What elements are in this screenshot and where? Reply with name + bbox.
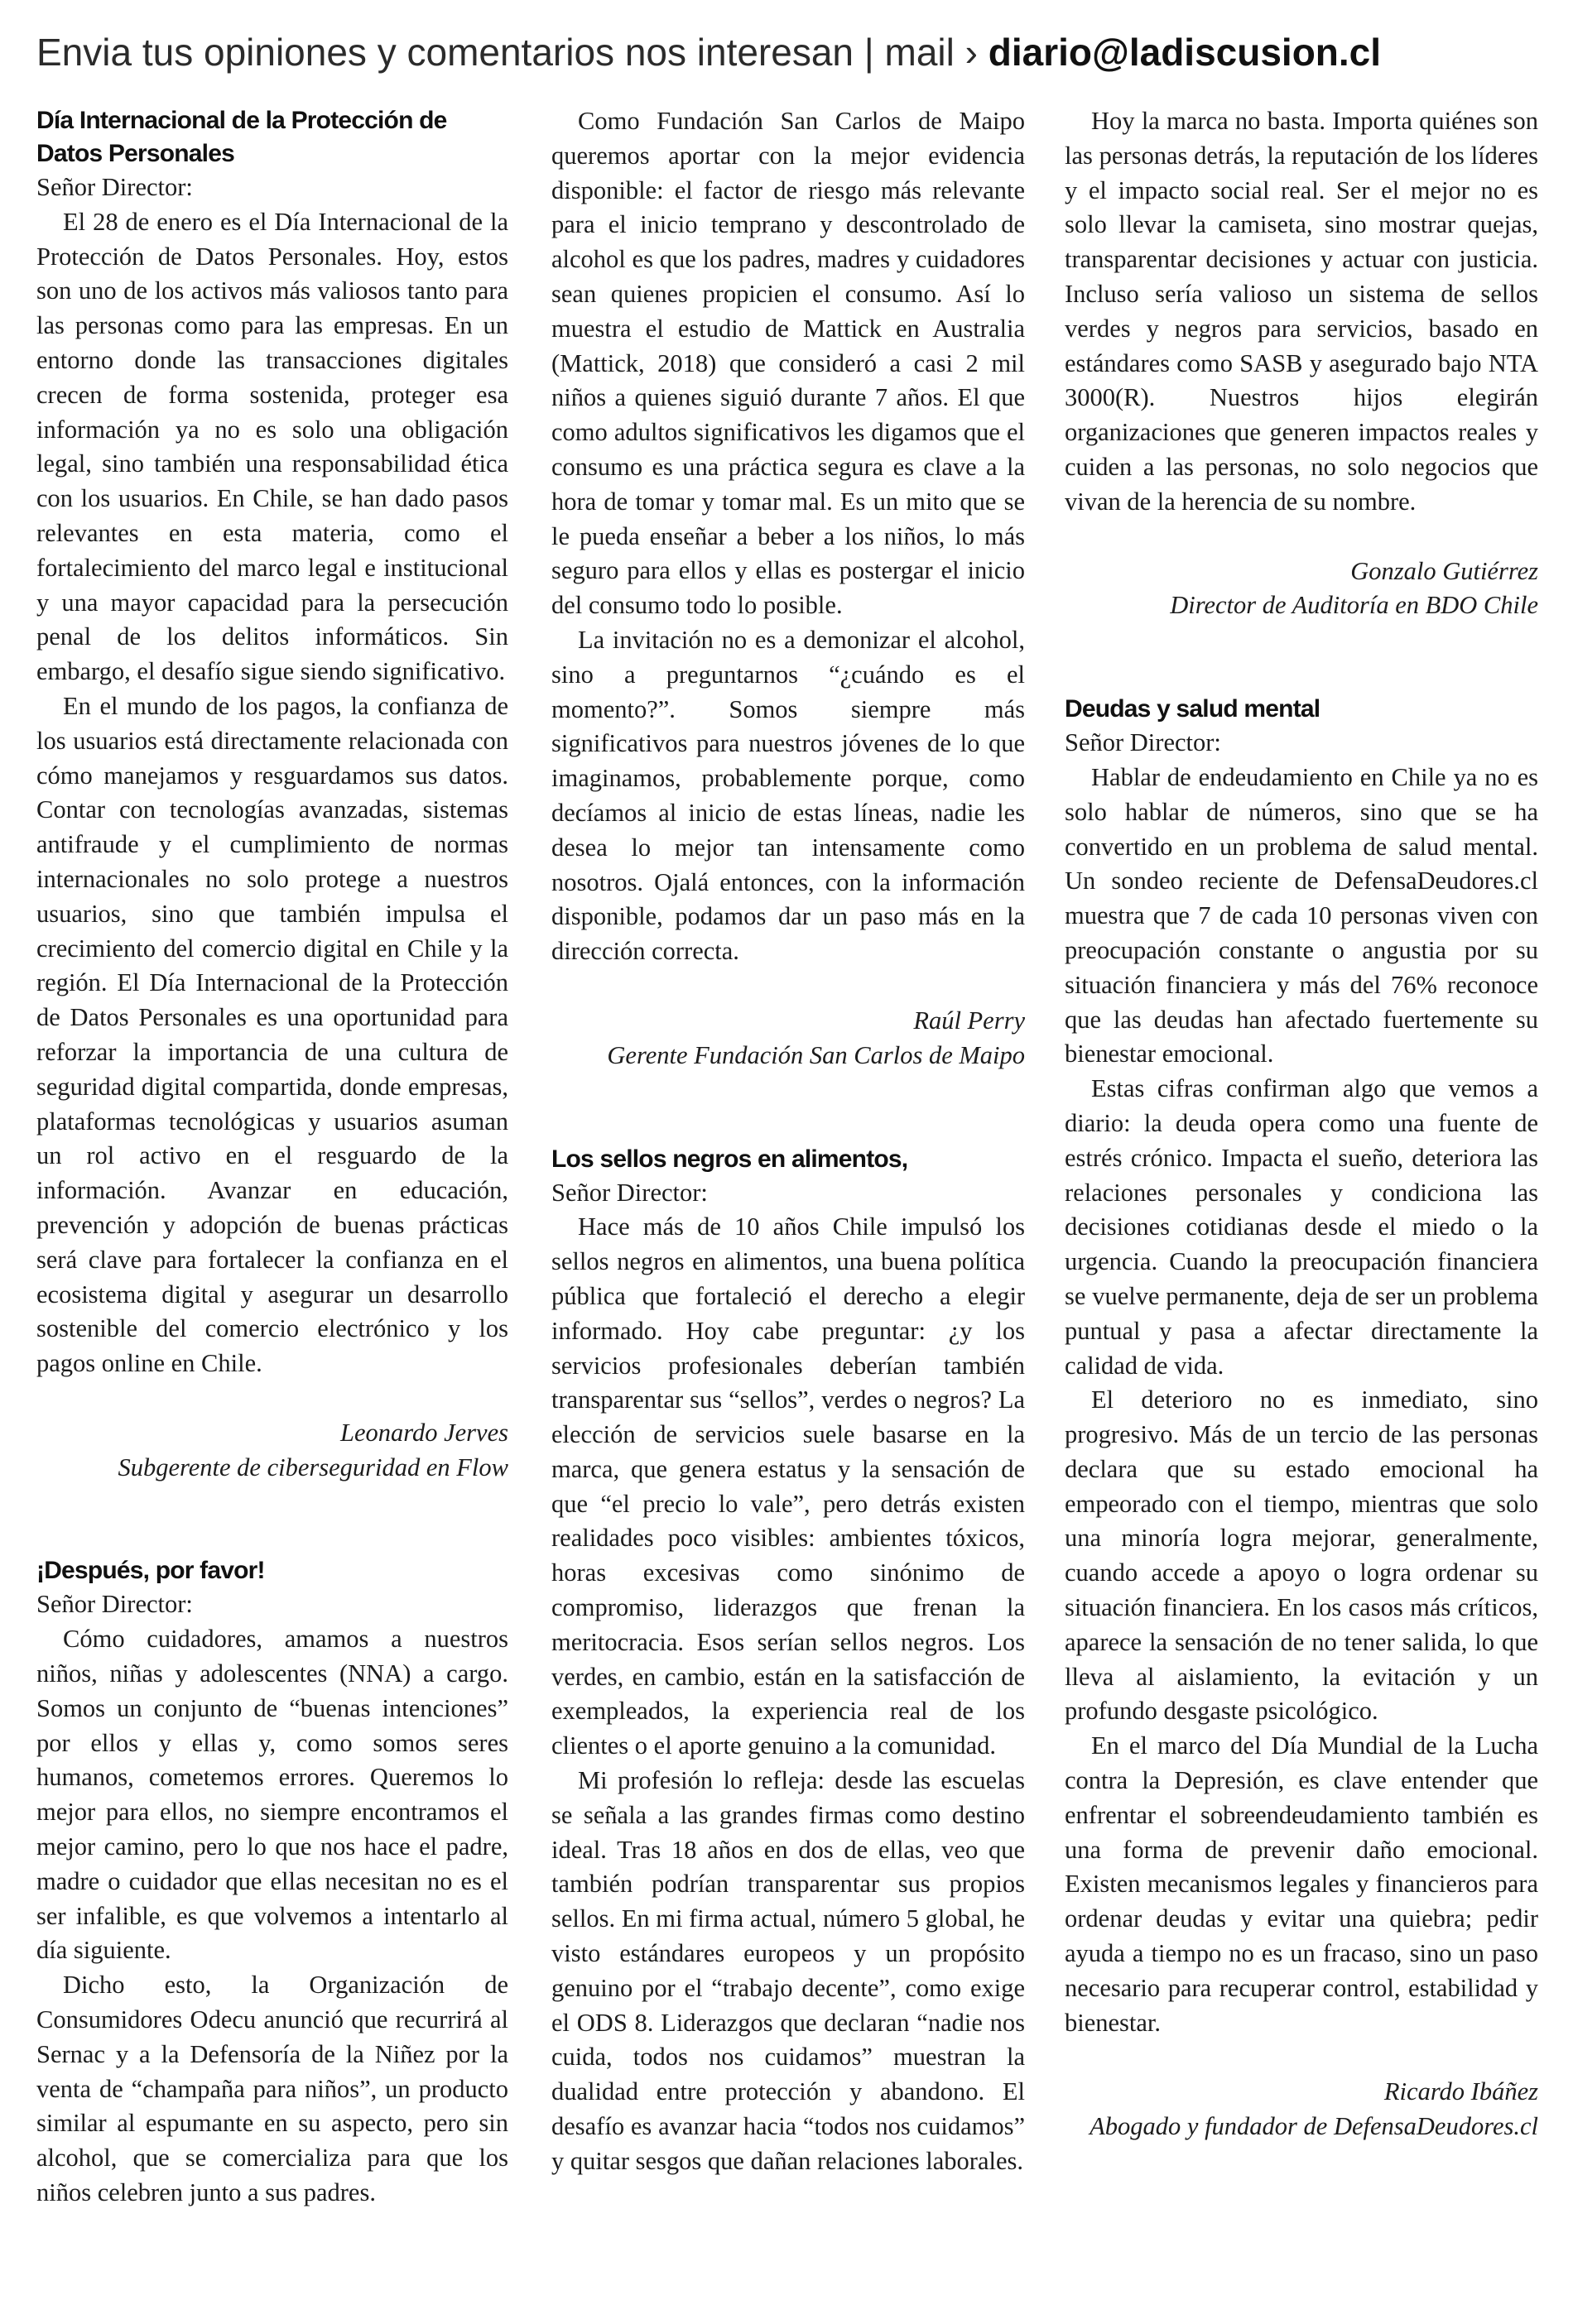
letter-title: Día Internacional de la Protección de Datos Personales xyxy=(36,107,447,167)
letter-paragraph: Estas cifras confirman algo que vemos a diario: la deuda opera como una fuente de estrés crónico. Impacta el sueño, deteriora las relaciones personales y condiciona las decisiones cotidianas desde el miedo o la urgencia. Cuando la preocupación financiera se vuelve permanente, deja de ser un problema puntual y pasa a afectar directamente la calidad de vida. xyxy=(1065,1074,1538,1380)
letter-author: Ricardo Ibáñez xyxy=(1383,2077,1538,2106)
letter-despues-por-favor xyxy=(36,1554,508,2210)
letter-author-role: Gerente Fundación San Carlos de Maipo xyxy=(607,1040,1025,1069)
column-1 xyxy=(36,104,508,2211)
letter-paragraph: Hablar de endeudamiento en Chile ya no es solo hablar de números, sino que se ha convertido en un problema de salud mental. Un sondeo reciente de DefensaDeudores.cl muestra que 7 de cada 10 personas viven con preocupación constante o angustia por su situación financiera y más del 76% reconoce que las deudas han afectado fuertemente su bienestar emocional. xyxy=(1065,762,1538,1068)
letter-despues-continued xyxy=(551,104,1025,1073)
letter-salutation: Señor Director: xyxy=(551,1178,708,1207)
contact-prefix: Envia tus opiniones y comentarios nos interesan | mail › xyxy=(36,31,978,74)
letter-paragraph: Como Fundación San Carlos de Maipo queremos aportar con la mejor evidencia disponible: el factor de riesgo más relevante para el inicio temprano y descontrolado de alcohol es que los padres, madres y cuidadores sean quienes propicien el consumo. Así lo muestra el estudio de Mattick en Australia (Mattick, 2018) que consideró a casi 2 mil niños a quienes siguió durante 7 años. El que como adultos significativos les digamos que el consumo es una práctica segura es clave a la hora de tomar y tomar mal. Es un mito que se le pueda enseñar a beber a los niños, lo más seguro para ellos y ellas es postergar el inicio del consumo todo lo posible. xyxy=(551,107,1025,620)
letter-author-role: Subgerente de ciberseguridad en Flow xyxy=(118,1452,508,1481)
letter-author-role: Abogado y fundador de DefensaDeudores.cl xyxy=(1090,2112,1538,2141)
letter-author: Gonzalo Gutiérrez xyxy=(1350,556,1538,585)
letter-paragraph: Hoy la marca no basta. Importa quiénes son las personas detrás, la reputación de los líderes y el impacto social real. Ser el mejor no es solo llevar la camiseta, sino mostrar quejas, transparentar decisiones y actuar con justicia. Incluso sería valioso un sistema de sellos verdes y negros para servicios, basado en estándares como SASB y asegurado bajo NTA 3000(R). Nuestros hijos elegirán organizaciones que generen impactos reales y cuiden a las personas, no solo negocios que vivan de la herencia de su nombre. xyxy=(1065,107,1538,516)
letter-salutation: Señor Director: xyxy=(36,1590,193,1619)
letter-deudas-salud-mental xyxy=(1065,693,1538,2144)
contact-email[interactable]: diario@ladiscusion.cl xyxy=(988,31,1382,74)
letter-paragraph: En el mundo de los pagos, la confianza de los usuarios está directamente relacionada con cómo manejamos y resguardamos sus datos. Contar con tecnologías avanzadas, sistemas antifraude y el cumplimiento de normas internacionales no solo protege a nuestros usuarios, sino que también impulsa el crecimiento del comercio digital en Chile y la región. El Día Internacional de la Protección de Datos Personales es una oportunidad para reforzar la importancia de una cultura de seguridad digital compartida, donde empresas, plataformas tecnológicas y usuarios asuman un rol activo en el resguardo de la información. Avanzar en educación, prevención y adopción de buenas prácticas será clave para fortalecer la confianza en el ecosistema digital y asegurar un desarrollo sostenible del comercio electrónico y los pagos online en Chile. xyxy=(36,691,508,1378)
letter-paragraph: El deterioro no es inmediato, sino progresivo. Más de un tercio de las personas declara que su estado emocional ha empeorado con el tiempo, mientras que solo una minoría logra mejorar, generalmente, cuando accede a apoyo o logra ordenar su situación financiera. En los casos más críticos, aparece la sensación de no tener salida, lo que lleva al aislamiento, la evitación y un profundo desgaste psicológico. xyxy=(1065,1385,1538,1726)
column-3 xyxy=(1065,104,1538,2144)
letter-title: Los sellos negros en alimentos, xyxy=(551,1145,908,1173)
letter-paragraph: Cómo cuidadores, amamos a nuestros niños, niñas y adolescentes (NNA) a cargo. Somos un conjunto de “buenas intenciones” por ellos y ellas y, como somos seres humanos, cometemos errores. Queremos lo mejor para ellos, no siempre encontramos el mejor camino, pero lo que nos hace el padre, madre o cuidador que ellas necesitan no es el ser infalible, es que volvemos a intentarlo al día siguiente. xyxy=(36,1625,508,1965)
letter-sellos-negros xyxy=(551,1143,1025,2179)
letter-paragraph: Mi profesión lo refleja: desde las escuelas se señala a las grandes firmas como destino ideal. Tras 18 años en dos de ellas, veo que también podrían transparentar sus propios sellos. En mi firma actual, número 5 global, he visto estándares europeos y un propósito genuino por el “trabajo decente”, como exige el ODS 8. Liderazgos que declaran “nadie nos cuida, todos nos cuidamos” muestran la dualidad entre protección y abandono. El desafío es avanzar hacia “todos nos cuidamos” y quitar sesgos que dañan relaciones laborales. xyxy=(551,1766,1025,2175)
letter-paragraph: Dicho esto, la Organización de Consumidores Odecu anunció que recurrirá al Sernac y a la Defensoría de la Niñez por la venta de “champaña para niños”, un producto similar al espumante en su aspecto, pero sin alcohol, que se comercializa para que los niños celebren junto a sus padres. xyxy=(36,1971,508,2207)
letter-paragraph: El 28 de enero es el Día Internacional de la Protección de Datos Personales. Hoy, estos son uno de los activos más valiosos tanto para las personas como para las empresas. En un entorno donde las transacciones digitales crecen de forma sostenida, proteger esa información ya no es solo una obligación legal, sino también una responsabilidad ética con los usuarios. En Chile, se han dado pasos relevantes en esta materia, como el fortalecimiento del marco legal e institucional y una mayor capacidad para la persecución penal de los delitos informáticos. Sin embargo, el desafío sigue siendo significativo. xyxy=(36,207,508,686)
letter-datos-personales xyxy=(36,104,508,1485)
letter-salutation: Señor Director: xyxy=(1065,728,1221,757)
letter-paragraph: La invitación no es a demonizar el alcohol, sino a preguntarnos “¿cuándo es el momento?”. Somos siempre más significativos para nuestros jóvenes de lo que imaginamos, probablemente porque, como decíamos al inicio de estas líneas, nadie les desea lo mejor tan intensamente como nosotros. Ojalá entonces, con la información disponible, podamos dar un paso más en la dirección correcta. xyxy=(551,625,1025,966)
letter-author: Raúl Perry xyxy=(913,1006,1025,1035)
letter-author-role: Director de Auditoría en BDO Chile xyxy=(1170,591,1538,620)
column-2 xyxy=(551,104,1025,2179)
letter-paragraph: Hace más de 10 años Chile impulsó los sellos negros en alimentos, una buena política pública que fortaleció el derecho a elegir informado. Hoy cabe preguntar: ¿y los servicios profesionales deberían también transparentar sus “sellos”, verdes o negros? La elección de servicios suele basarse en la marca, que genera estatus y la sensación de que “el precio lo vale”, pero detrás existen realidades poco visibles: ambientes tóxicos, horas excesivas como sinónimo de compromiso, liderazgos que frenan la meritocracia. Esos serían sellos negros. Los verdes, en cambio, están en la satisfacción de exempleados, la experiencia real de los clientes o el aporte genuino a la comunidad. xyxy=(551,1212,1025,1760)
letter-title: Deudas y salud mental xyxy=(1065,695,1320,723)
letter-author: Leonardo Jerves xyxy=(339,1418,508,1447)
letter-salutation: Señor Director: xyxy=(36,173,193,201)
contact-banner xyxy=(36,23,1543,81)
letter-paragraph: En el marco del Día Mundial de la Lucha contra la Depresión, es clave entender que enfrentar el sobreendeudamiento también es una forma de prevenir daño emocional. Existen mecanismos legales y financieros para ordenar deudas y evitar una quiebra; pedir ayuda a tiempo no es un fracaso, sino un paso necesario para recuperar control, estabilidad y bienestar. xyxy=(1065,1731,1538,2037)
letter-title: ¡Después, por favor! xyxy=(36,1557,265,1585)
letter-sellos-continued xyxy=(1065,104,1538,623)
